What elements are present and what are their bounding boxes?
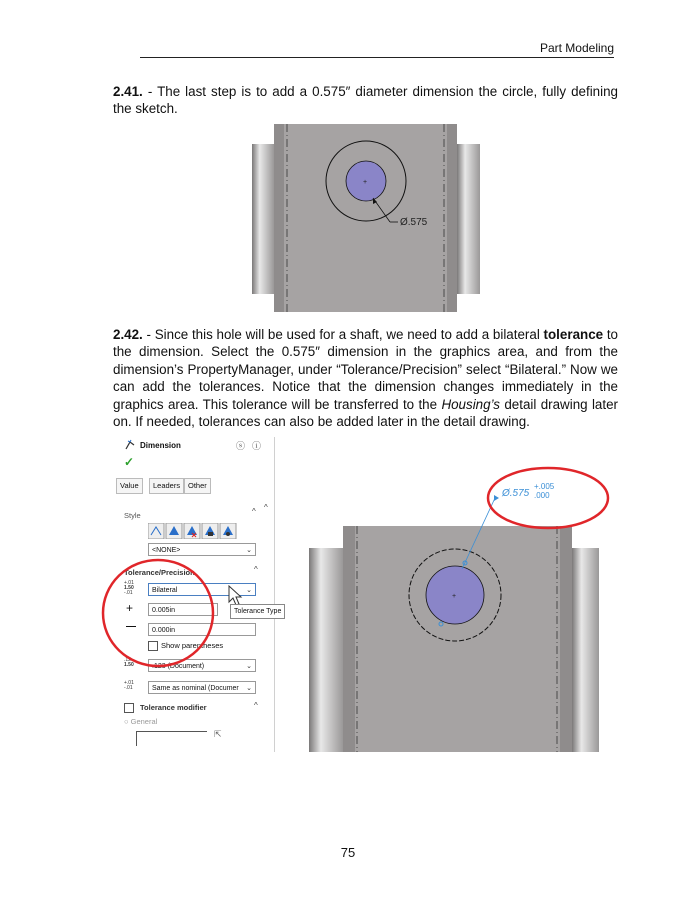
tolerance-modifier-checkbox[interactable] [124, 703, 207, 713]
svg-text:+: + [363, 179, 368, 186]
tolerance-precision-select[interactable] [148, 681, 256, 694]
tolerance-type-value: Bilateral [152, 587, 178, 594]
page-number: 75 [340, 845, 356, 860]
collapse-style-icon-2[interactable]: ^ [264, 503, 268, 512]
precision-value: .123 (Document) [152, 663, 205, 670]
icon-text: +.01 [124, 580, 134, 586]
figure-circle-dimension [252, 124, 480, 312]
dimension-label: Ø.575 [400, 217, 428, 228]
step-2-42 [113, 326, 618, 430]
dimension-value: Ø.575 [502, 488, 530, 499]
step-number: 2.41. [113, 84, 143, 99]
tolerance-precision-icon [124, 681, 134, 691]
step-text: to the dimension. Select the 0.575″ dimension in the graphics area, and from the dimension’s PropertyManager, under “Tolerance/Precision” select “Bilateral.” Now we can add the tolerances. Notice that the dimension changes immediately in the graphics area. This tolerance will be transferred to the [113, 327, 618, 412]
minus-icon: — [126, 621, 136, 632]
plus-tolerance-text: +.005 [534, 482, 555, 491]
icon-text: 1.50 [124, 662, 134, 668]
minus-tolerance-text: .000 [534, 491, 550, 500]
plus-icon: + [126, 601, 134, 615]
icon-text: 1.50 [124, 585, 134, 591]
help-icon-2[interactable]: ⓘ [252, 441, 262, 451]
pm-title: Dimension [140, 441, 181, 450]
step-text: - The last step is to add a 0.575″ diameter dimension the circle, fully defining the sketch. [113, 84, 618, 117]
style-buttons-icon[interactable] [148, 523, 238, 539]
chevron-down-icon: ⌄ [246, 587, 252, 594]
plus-tolerance-input[interactable]: 0.005in [148, 603, 218, 616]
tab-leaders[interactable]: Leaders [149, 478, 184, 494]
general-label: General [130, 717, 158, 726]
tab-other[interactable]: Other [184, 478, 211, 494]
modifier-box [136, 731, 207, 746]
help-icon[interactable]: ⓢ [236, 441, 246, 451]
icon-text: +.01 [124, 680, 134, 686]
tolerance-precision-label: Tolerance/Precision [124, 568, 195, 577]
header-rule [140, 57, 614, 58]
collapse-style-icon[interactable]: ^ [252, 507, 256, 516]
add-modifier-icon[interactable]: ⇱ [214, 729, 222, 739]
bold-tolerance: tolerance [543, 327, 604, 342]
step-2-41 [113, 83, 618, 118]
callout-highlight-ellipse [480, 465, 610, 535]
icon-text: -.01 [124, 590, 133, 596]
show-parentheses-label: Show parentheses [161, 641, 224, 650]
tolerance-modifier-label: Tolerance modifier [140, 703, 207, 712]
italic-housing: Housing’s [441, 396, 500, 412]
tolerance-values [534, 482, 554, 500]
style-label: Style [124, 511, 141, 520]
minus-tolerance-input[interactable]: 0.000in [148, 623, 256, 636]
tolerance-callout [480, 465, 610, 535]
step-text: - Since this hole will be used for a shaft, we need to add a bilateral [142, 327, 544, 342]
ok-check-icon[interactable]: ✓ [124, 455, 135, 469]
step-number: 2.42. [113, 327, 143, 342]
collapse-tolerance-icon[interactable]: ^ [254, 565, 258, 574]
general-radio[interactable]: ○ General [124, 717, 158, 726]
chevron-down-icon: ⌄ [246, 663, 252, 670]
svg-text:+: + [452, 593, 457, 600]
tab-value[interactable]: Value [116, 478, 143, 494]
chevron-down-icon: ⌄ [246, 547, 252, 554]
chevron-down-icon: ⌄ [246, 685, 252, 692]
step-text: detail drawing later on. If needed, tolerances can also be added later in the detail drawing. [113, 396, 618, 430]
style-select-value: <NONE> [152, 547, 181, 554]
highlight-circle [100, 555, 240, 675]
collapse-modifier-icon[interactable]: ^ [254, 701, 258, 710]
dimension-icon [124, 439, 136, 451]
tolerance-precision-value: Same as nominal (Documer [152, 685, 239, 692]
icon-text: -.01 [124, 685, 133, 691]
style-icon-row [148, 523, 238, 541]
header-title: Part Modeling [539, 41, 614, 55]
icon-text: .12 [124, 657, 131, 663]
tolerance-type-tooltip: Tolerance Type [230, 604, 285, 619]
